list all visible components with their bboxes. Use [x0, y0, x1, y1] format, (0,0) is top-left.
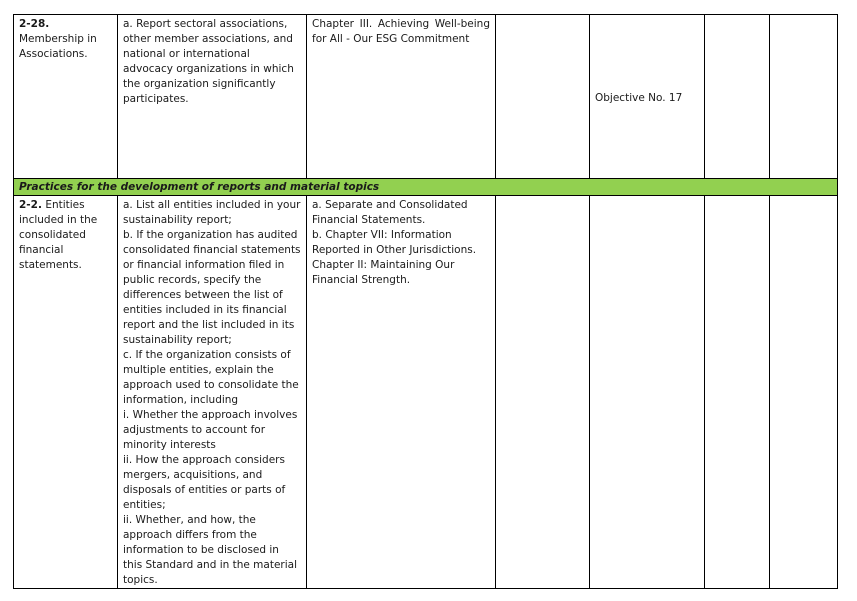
disclosure-title: Membership in Associations. [19, 33, 97, 60]
empty-cell [770, 196, 838, 589]
disclosure-cell [14, 15, 118, 179]
empty-cell [496, 15, 590, 179]
table-row-entities [14, 196, 838, 589]
gri-content-index-table [13, 14, 838, 589]
section-header-row [14, 179, 838, 196]
location-cell [307, 196, 496, 589]
requirement-item-b: b. If the organization has audited consolidated financial statements or financial information filed in public records, specify the differences between the list of entities included in its financial report and the list included in its sustainability report; [123, 229, 301, 346]
location-item-c: Chapter II: Maintaining Our Financial Strength. [312, 259, 455, 286]
empty-cell [705, 196, 770, 589]
empty-cell [705, 15, 770, 179]
disclosure-code: 2-28. [19, 18, 50, 30]
requirement-cell [118, 196, 307, 589]
empty-cell [770, 15, 838, 179]
requirement-item-a: a. List all entities included in your sustainability report; [123, 199, 301, 226]
disclosure-cell [14, 196, 118, 589]
sdg-cell [590, 15, 705, 179]
location-item-a: a. Separate and Consolidated Financial Statements. [312, 199, 468, 226]
sdg-objective: Objective No. 17 [595, 92, 683, 104]
requirement-subitem-i: i. Whether the approach involves adjustments to account for minority interests [123, 409, 298, 451]
location-item-b: b. Chapter VII: Information Reported in Other Jurisdictions. [312, 229, 477, 256]
requirement-subitem-iii: ii. Whether, and how, the approach differs from the information to be disclosed in this Standard and in the material topics. [123, 514, 297, 586]
requirement-cell: a. Report sectoral associations, other member associations, and national or international advocacy organizations in which the organization significantly participates. [118, 15, 307, 179]
section-title: Practices for the development of reports and material topics [14, 179, 838, 196]
disclosure-code: 2-2. [19, 199, 42, 211]
empty-cell [496, 196, 590, 589]
requirement-item-c: c. If the organization consists of multiple entities, explain the approach used to consolidate the information, including [123, 349, 299, 406]
requirement-subitem-ii: ii. How the approach considers mergers, acquisitions, and disposals of entities or parts of entities; [123, 454, 286, 511]
disclosure-title: Entities included in the consolidated financial statements. [19, 199, 98, 271]
table-row-membership [14, 15, 838, 179]
location-cell: Chapter III. Achieving Well-being for All - Our ESG Commitment [307, 15, 496, 179]
empty-cell [590, 196, 705, 589]
